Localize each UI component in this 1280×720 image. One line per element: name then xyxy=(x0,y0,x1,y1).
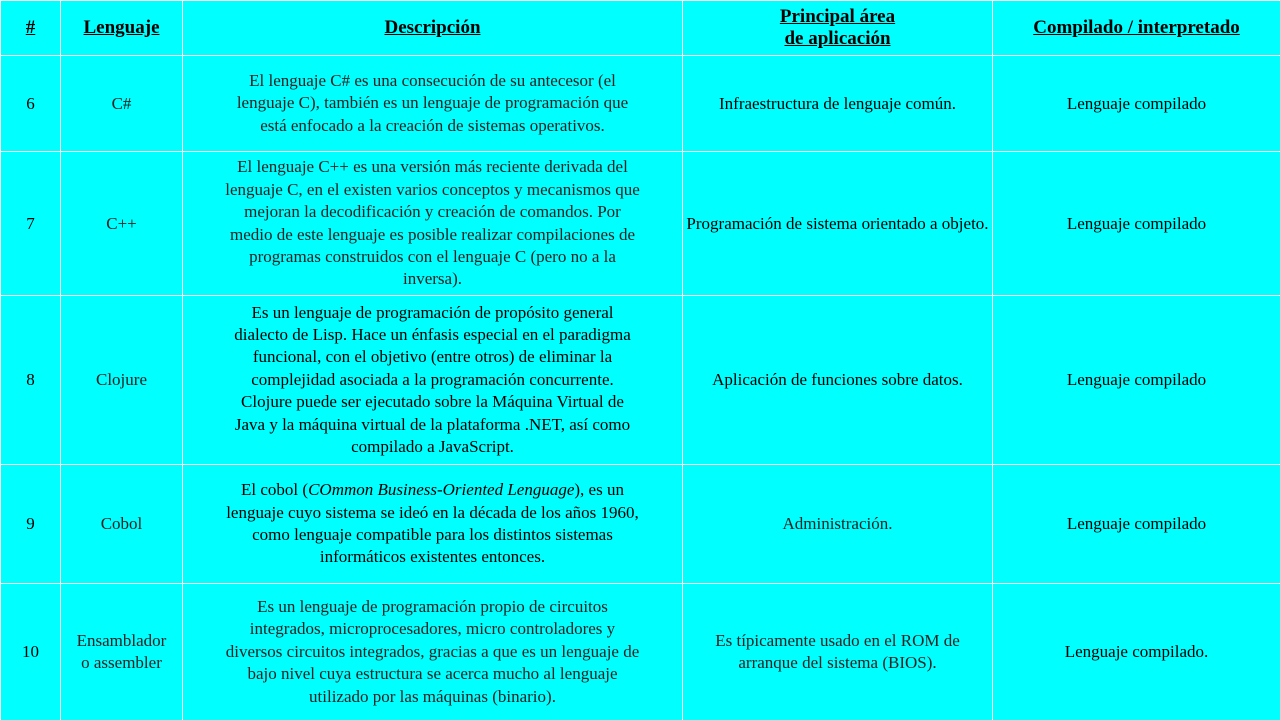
description-line: inversa). xyxy=(402,269,462,289)
row-application-area: Infraestructura de lenguaje común. xyxy=(683,56,993,152)
row-description xyxy=(183,584,683,720)
row-number: 7 xyxy=(1,152,61,296)
row-description xyxy=(183,296,683,465)
area-line-2: arranque del sistema (BIOS). xyxy=(738,653,937,672)
description-line: funcional, con el objetivo (entre otros) de eliminar la xyxy=(252,347,613,367)
row-language xyxy=(61,584,183,720)
description-line: bajo nivel cuya estructura se acerca mucho al lenguaje xyxy=(247,664,618,684)
description-line: dialecto de Lisp. Hace un énfasis especial en el paradigma xyxy=(234,324,631,344)
row-number: 8 xyxy=(1,296,61,465)
row-language: Clojure xyxy=(61,296,183,465)
description-pre: El cobol ( xyxy=(241,480,309,500)
row-application-area: Aplicación de funciones sobre datos. xyxy=(683,296,993,465)
row-language: Cobol xyxy=(61,465,183,584)
row-language: C# xyxy=(61,56,183,152)
description-line: medio de este lenguaje es posible realizar compilaciones de xyxy=(229,224,635,244)
description-italic: COmmon Business-Oriented Lenguage xyxy=(308,480,575,500)
description-line: compilado a JavaScript. xyxy=(351,437,514,457)
language-line-2: o assembler xyxy=(81,653,162,672)
description-line: está enfocado a la creación de sistemas operativos. xyxy=(260,115,605,135)
description-line: programas construidos con el lenguaje C (pero no a la xyxy=(249,246,616,266)
row-number: 10 xyxy=(1,584,61,720)
header-compiled-interpreted: Compilado / interpretado xyxy=(993,1,1280,56)
row-description xyxy=(183,465,683,584)
description-line: utilizado por las máquinas (binario). xyxy=(309,686,556,706)
header-language: Lenguaje xyxy=(61,1,183,56)
row-compiled: Lenguaje compilado xyxy=(993,152,1280,296)
header-description: Descripción xyxy=(183,1,683,56)
row-application-area xyxy=(683,584,993,720)
table-row xyxy=(1,584,1280,720)
table-row xyxy=(1,465,1280,584)
description-line: Es un lenguaje de programación propio de circuitos xyxy=(257,596,608,616)
description-line: El lenguaje C++ es una versión más reciente derivada del xyxy=(237,157,628,177)
description-post: ), es un xyxy=(574,480,624,500)
row-compiled: Lenguaje compilado. xyxy=(993,584,1280,720)
table-row xyxy=(1,296,1280,465)
row-compiled: Lenguaje compilado xyxy=(993,56,1280,152)
header-number: # xyxy=(1,1,61,56)
description-line: Es un lenguaje de programación de propósito general xyxy=(251,302,614,322)
row-language: C++ xyxy=(61,152,183,296)
description-line xyxy=(185,479,680,501)
description-line: lenguaje C), también es un lenguaje de programación que xyxy=(236,93,629,113)
row-number: 9 xyxy=(1,465,61,584)
table-row xyxy=(1,56,1280,152)
description-line: Java y la máquina virtual de la plataforma .NET, así como xyxy=(234,414,631,434)
description-line: informáticos existentes entonces. xyxy=(319,547,546,567)
language-line-1: Ensamblador xyxy=(76,631,167,650)
description-line: integrados, microprocesadores, micro controladores y xyxy=(249,619,616,639)
row-compiled: Lenguaje compilado xyxy=(993,465,1280,584)
table-header-row xyxy=(1,1,1280,56)
row-number: 6 xyxy=(1,56,61,152)
description-line: mejoran la decodificación y creación de comandos. Por xyxy=(244,202,621,222)
table-row xyxy=(1,152,1280,296)
description-line: como lenguaje compatible para los distintos sistemas xyxy=(252,525,613,544)
row-application-area: Administración. xyxy=(683,465,993,584)
description-line: lenguaje C, en el existen varios conceptos y mecanismos que xyxy=(225,179,640,199)
description-line: complejidad asociada a la programación concurrente. xyxy=(251,369,614,389)
area-line-1: Es típicamente usado en el ROM de xyxy=(715,631,960,650)
row-description xyxy=(183,56,683,152)
row-application-area: Programación de sistema orientado a objeto. xyxy=(683,152,993,296)
description-line: Clojure puede ser ejecutado sobre la Máquina Virtual de xyxy=(241,392,624,412)
row-description xyxy=(183,152,683,296)
description-line: diversos circuitos integrados, gracias a que es un lenguaje de xyxy=(225,641,640,661)
description-line: lenguaje cuyo sistema se ideó en la década de los años 1960, xyxy=(226,502,639,522)
header-area-line-1: Principal área xyxy=(779,6,896,27)
description-line: El lenguaje C# es una consecución de su antecesor (el xyxy=(249,70,616,90)
row-compiled: Lenguaje compilado xyxy=(993,296,1280,465)
header-area-line-2: de aplicación xyxy=(784,28,891,49)
header-application-area xyxy=(683,1,993,56)
